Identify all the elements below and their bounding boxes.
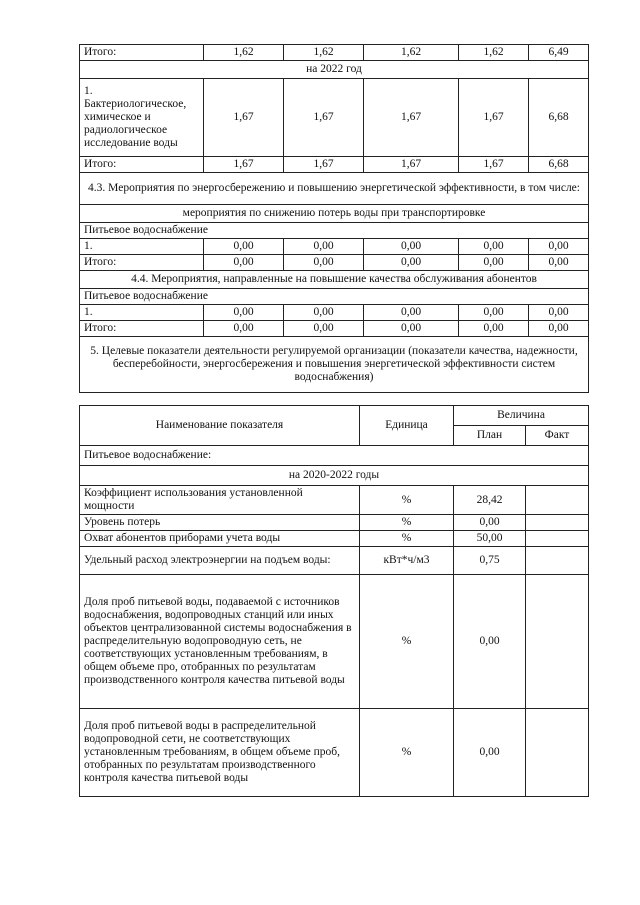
indicator-name: Удельный расход электроэнергии на подъем воды: [80,547,360,575]
table-row [80,337,589,393]
measures-table [79,44,589,393]
item-label: 1. Бактериологическое, химическое и радиологическое исследование воды [80,79,204,157]
table-row [80,61,589,79]
section-heading: 4.3. Мероприятия по энергосбережению и повышению энергетической эффективности, в том числе: [80,173,589,205]
table-row: Удельный расход электроэнергии на подъем воды: кВт*ч/м3 0,75 [80,547,589,575]
table-row: Доля проб питьевой воды, подаваемой с источников водоснабжения, водопроводных станций или иных объектов централизованной системы водоснабжения в распределительную водопроводную сеть, не соответствующих установленным требованиям, в общем объеме про, отобранных по результатам производственного контроля качества питьевой воды % 0,00 [80,575,589,709]
table-row [80,289,589,305]
header-name: Наименование показателя [80,406,360,446]
table-row: Итого: 0,00 0,00 0,00 0,00 0,00 [80,255,589,271]
subsection-heading: мероприятия по снижению потерь воды при транспортировке [80,205,589,223]
indicator-name: Уровень потерь [80,515,360,531]
table-header-row [80,406,589,426]
table-row: Итого: 0,00 0,00 0,00 0,00 0,00 [80,321,589,337]
table-row: 1. Бактериологическое, химическое и радиологическое исследование воды 1,67 1,67 1,67 1,67 6,68 [80,79,589,157]
header-plan: План [454,426,526,446]
indicator-name: Доля проб питьевой воды, подаваемой с источников водоснабжения, водопроводных станций или иных объектов централизованной системы водоснабжения в распределительную водопроводную сеть, не соответствующих установленным требованиям, в общем объеме про, отобранных по результатам производственного контроля качества питьевой воды [80,575,360,709]
year-heading: на 2022 год [80,61,589,79]
header-unit: Единица [360,406,454,446]
table-row: 1. 0,00 0,00 0,00 0,00 0,00 [80,305,589,321]
category-label: Питьевое водоснабжение: [80,446,589,466]
table-row: Уровень потерь % 0,00 [80,515,589,531]
table-row: 1. 0,00 0,00 0,00 0,00 0,00 [80,239,589,255]
table-row [80,446,589,466]
total-label: Итого: [80,45,204,61]
section-heading: 5. Целевые показатели деятельности регулируемой организации (показатели качества, надежности, бесперебойности, энергосбережения и повышения энергетической эффективности систем водоснабжения) [80,337,589,393]
table-row [80,271,589,289]
indicators-table [79,405,589,797]
table-row: Коэффициент использования установленной мощности % 28,42 [80,486,589,515]
table-row [80,205,589,223]
indicator-name: Коэффициент использования установленной мощности [80,486,360,515]
indicator-name: Охват абонентов приборами учета воды [80,531,360,547]
category-label: Питьевое водоснабжение [80,289,589,305]
table-row [80,173,589,205]
header-fact: Факт [526,426,589,446]
table-row: Итого: 1,67 1,67 1,67 1,67 6,68 [80,157,589,173]
table-row: Охват абонентов приборами учета воды % 50,00 [80,531,589,547]
table-row: Доля проб питьевой воды в распределительной водопроводной сети, не соответствующих установленным требованиям, в общем объеме проб, отобранных по результатам производственного контроля качества питьевой воды % 0,00 [80,709,589,797]
header-value: Величина [454,406,589,426]
table-row [80,223,589,239]
table-row [80,466,589,486]
period-heading: на 2020-2022 годы [80,466,589,486]
indicator-name: Доля проб питьевой воды в распределительной водопроводной сети, не соответствующих установленным требованиям, в общем объеме проб, отобранных по результатам производственного контроля качества питьевой воды [80,709,360,797]
section-heading: 4.4. Мероприятия, направленные на повышение качества обслуживания абонентов [80,271,589,289]
table-row: Итого: 1,62 1,62 1,62 1,62 6,49 [80,45,589,61]
category-label: Питьевое водоснабжение [80,223,589,239]
